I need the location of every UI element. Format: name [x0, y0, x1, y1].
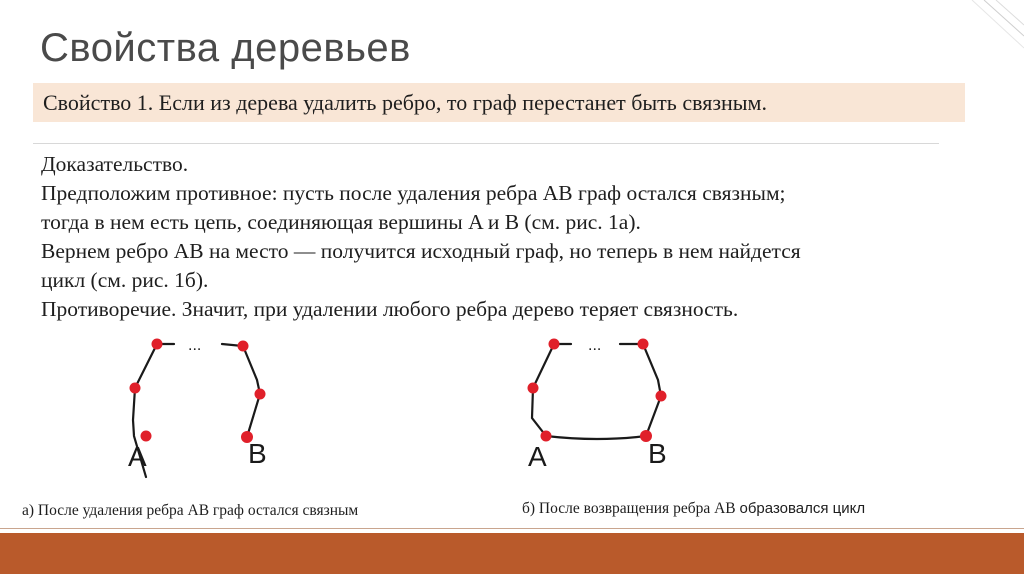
figure-a-caption [22, 502, 358, 520]
graph-node [238, 341, 249, 352]
vertex-label-b: B [248, 438, 267, 469]
figure-b-graph [508, 330, 698, 480]
proof-line: тогда в нем есть цепь, соединяющая вершины A и B (см. рис. 1а). [41, 210, 641, 234]
proof-line: Противоречие. Значит, при удалении любого ребра дерево теряет связность. [41, 297, 739, 321]
figure-b-caption-tail: образовался цикл [739, 500, 866, 517]
graph-node [528, 383, 539, 394]
figure-b-caption-text: б) После возвращения ребра AB [522, 500, 740, 517]
footer-bar [0, 533, 1024, 574]
vertex-label-a: A [128, 441, 147, 472]
graph-node [152, 339, 163, 350]
figure-a-graph [110, 330, 300, 480]
graph-node [130, 383, 141, 394]
ellipsis-label: ... [588, 337, 602, 354]
footer-divider [0, 528, 1024, 529]
ellipsis-label: ... [188, 337, 202, 354]
vertex-label-b: B [648, 438, 667, 469]
graph-node [255, 389, 266, 400]
graph-node-a [541, 431, 552, 442]
graph-node [656, 391, 667, 402]
divider [33, 143, 939, 144]
proof-line: Предположим противное: пусть после удаления ребра AB граф остался связным; [41, 181, 786, 205]
proof-text [41, 150, 971, 324]
corner-decoration [944, 0, 1024, 70]
graph-node [549, 339, 560, 350]
property-statement: Свойство 1. Если из дерева удалить ребро, то граф перестанет быть связным. [43, 90, 767, 115]
property-highlight [33, 83, 965, 122]
proof-line: Доказательство. [41, 152, 189, 176]
graph-node [638, 339, 649, 350]
figure-b-caption [522, 500, 865, 518]
proof-line: цикл (см. рис. 1б). [41, 268, 209, 292]
proof-line: Вернем ребро AB на место — получится исходный граф, но теперь в нем найдется [41, 239, 801, 263]
graph-node-a [141, 431, 152, 442]
figure-a-caption-text: а) После удаления ребра AB граф остался связным [22, 502, 359, 519]
slide-title: Свойства деревьев [40, 26, 411, 70]
vertex-label-a: A [528, 441, 547, 472]
